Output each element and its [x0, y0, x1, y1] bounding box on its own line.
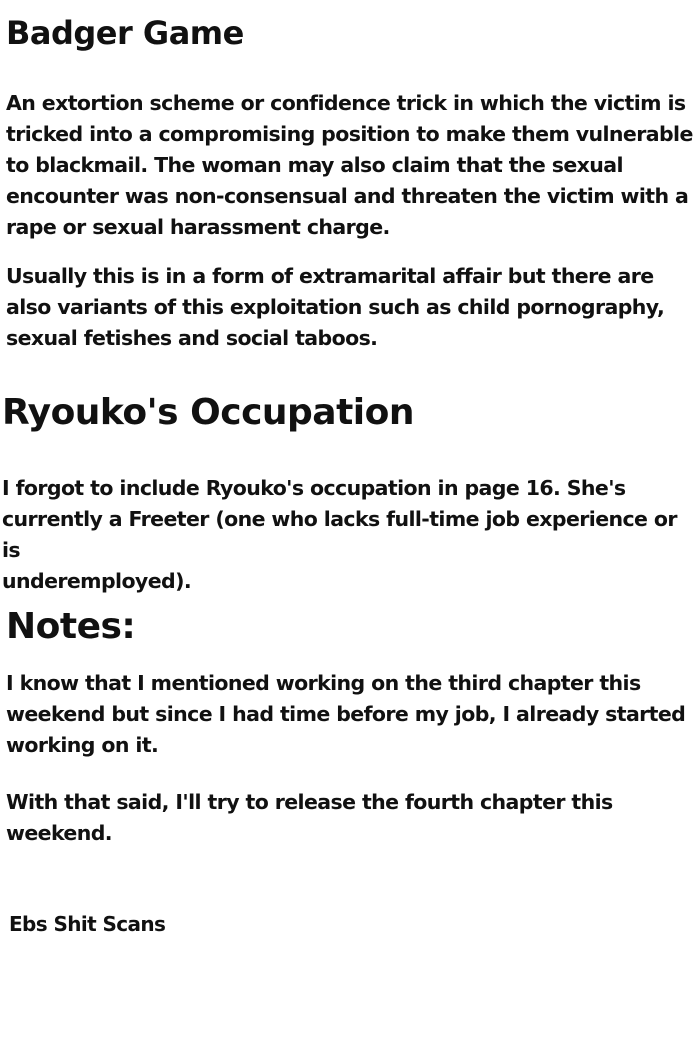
occupation-heading: Ryouko's Occupation	[2, 392, 415, 433]
scanlation-credit: Ebs Shit Scans	[9, 912, 166, 936]
notes-heading: Notes:	[6, 606, 136, 647]
occupation-note: I forgot to include Ryouko's occupation in page 16. She's currently a Freeter (one who lacks full-time job experience or is underemployed).	[2, 476, 677, 593]
badger-game-heading: Badger Game	[6, 14, 244, 52]
badger-game-definition: An extortion scheme or confidence trick in which the victim is tricked into a compromising position to make them vulnerable to blackmail. The woman may also claim that the sexual encounter was non-consensual and threaten the victim with a rape or sexual harassment charge.	[6, 91, 693, 239]
notes-paragraph-progress: I know that I mentioned working on the third chapter this weekend but since I had time before my job, I already started working on it.	[6, 671, 686, 757]
badger-game-variants: Usually this is in a form of extramarital affair but there are also variants of this exploitation such as child pornography, sexual fetishes and social taboos.	[6, 264, 665, 350]
notes-paragraph-release: With that said, I'll try to release the fourth chapter this weekend.	[6, 790, 613, 845]
